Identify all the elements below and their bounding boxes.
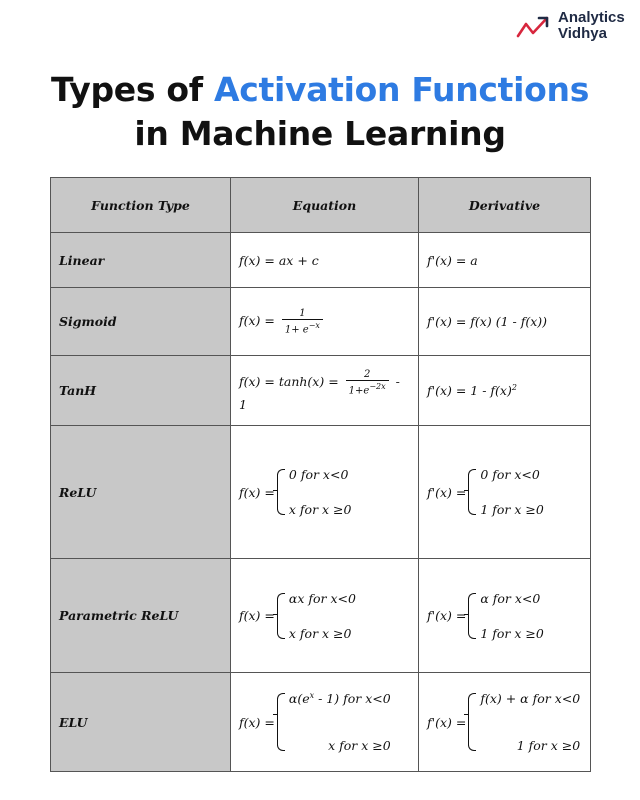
brand-line-2: Vidhya [558, 25, 607, 42]
piecewise-derivative [427, 591, 582, 641]
fraction-numerator: 1 [299, 307, 306, 319]
case-1: 0 for x<0 [288, 467, 349, 482]
function-name: ReLU [51, 426, 231, 559]
case-1-suffix: - 1) for x<0 [314, 691, 391, 707]
piecewise-equation [239, 691, 410, 753]
left-brace [277, 469, 285, 515]
case-2: x for x ≥0 [328, 738, 391, 753]
table-row-linear [51, 233, 591, 288]
derivative-lhs: f'(x) = [427, 484, 467, 500]
cases [480, 591, 543, 641]
derivative-cell [419, 356, 591, 426]
cases [289, 467, 352, 517]
case-1: f(x) + α for x<0 [480, 691, 581, 706]
denominator-base: 1+e [348, 385, 370, 397]
derivative-cell: f'(x) = a [419, 233, 591, 288]
table-row-parametric-relu [51, 559, 591, 673]
denominator-exponent: −2x [369, 382, 386, 392]
title-highlight: Activation Functions [214, 70, 590, 109]
equation-lhs: f(x) = tanh(x) = [239, 374, 339, 390]
cases [480, 467, 543, 517]
function-name: Linear [51, 233, 231, 288]
denominator-exponent: −x [308, 320, 320, 330]
fraction [282, 308, 323, 335]
left-brace [468, 469, 476, 515]
function-name: Sigmoid [51, 288, 231, 356]
derivative-cell [419, 673, 591, 772]
left-brace [277, 593, 285, 639]
equation-lhs: f(x) = [239, 608, 275, 623]
table-row-sigmoid [51, 288, 591, 356]
fraction-denominator [282, 319, 323, 335]
fraction-denominator [346, 380, 389, 396]
derivative-lhs: f'(x) = [427, 714, 467, 730]
case-1: α for x<0 [480, 590, 541, 606]
title-part-1: Types of [50, 70, 214, 109]
title-line-2: in Machine Learning [134, 114, 506, 153]
function-name: Parametric ReLU [51, 559, 231, 673]
page-title [0, 68, 640, 156]
denominator-base: 1+ e [284, 324, 309, 336]
derivative-exponent: 2 [511, 382, 517, 392]
trend-arrow-icon [516, 14, 552, 40]
fraction [346, 369, 389, 396]
equation-cell [231, 559, 419, 673]
left-brace [468, 693, 476, 751]
activation-functions-table [50, 177, 591, 772]
table-row-elu [51, 673, 591, 772]
equation-cell [231, 356, 419, 426]
derivative-cell: f'(x) = f(x) (1 - f(x)) [419, 288, 591, 356]
derivative-cell [419, 559, 591, 673]
table-row-relu [51, 426, 591, 559]
header-function-type: Function Type [51, 178, 231, 233]
case-2: 1 for x ≥0 [480, 625, 544, 641]
equation-cell: f(x) = ax + c [231, 233, 419, 288]
piecewise-equation [239, 591, 410, 641]
piecewise-derivative [427, 467, 582, 517]
case-2: 1 for x ≥0 [516, 738, 581, 753]
title-line-1 [0, 68, 640, 112]
case-1-prefix: α(e [288, 691, 310, 707]
brand-line-1: Analytics [558, 9, 625, 26]
function-name: TanH [51, 356, 231, 426]
left-brace [468, 593, 476, 639]
equation-cell [231, 288, 419, 356]
piecewise-derivative [427, 691, 582, 753]
equation-cell [231, 426, 419, 559]
equation-tail: - 1 [239, 374, 400, 412]
analytics-vidhya-logo [516, 10, 634, 46]
cases [289, 691, 391, 753]
piecewise-equation [239, 467, 410, 517]
table-row-tanh [51, 356, 591, 426]
equation-lhs: f(x) = [239, 714, 275, 730]
cases [289, 591, 356, 641]
case-1: αx for x<0 [288, 590, 356, 606]
derivative-cell [419, 426, 591, 559]
header-equation: Equation [231, 178, 419, 233]
case-2: 1 for x ≥0 [480, 502, 544, 517]
case-1 [289, 691, 391, 706]
case-2: x for x ≥0 [288, 625, 352, 641]
cases [480, 691, 580, 753]
table-header-row [51, 178, 591, 233]
function-name: ELU [51, 673, 231, 772]
case-1: 0 for x<0 [480, 467, 540, 482]
derivative-lhs: f'(x) = [427, 608, 467, 623]
fraction-numerator: 2 [363, 369, 371, 381]
equation-lhs: f(x) = [239, 484, 275, 500]
equation-lhs: f(x) = [239, 313, 275, 328]
case-2: x for x ≥0 [288, 502, 352, 517]
case-1-exponent: x [309, 691, 315, 700]
brand-name [558, 10, 625, 42]
equation-cell [231, 673, 419, 772]
header-derivative: Derivative [419, 178, 591, 233]
left-brace [277, 693, 285, 751]
derivative-base: f'(x) = 1 - f(x) [427, 383, 512, 399]
